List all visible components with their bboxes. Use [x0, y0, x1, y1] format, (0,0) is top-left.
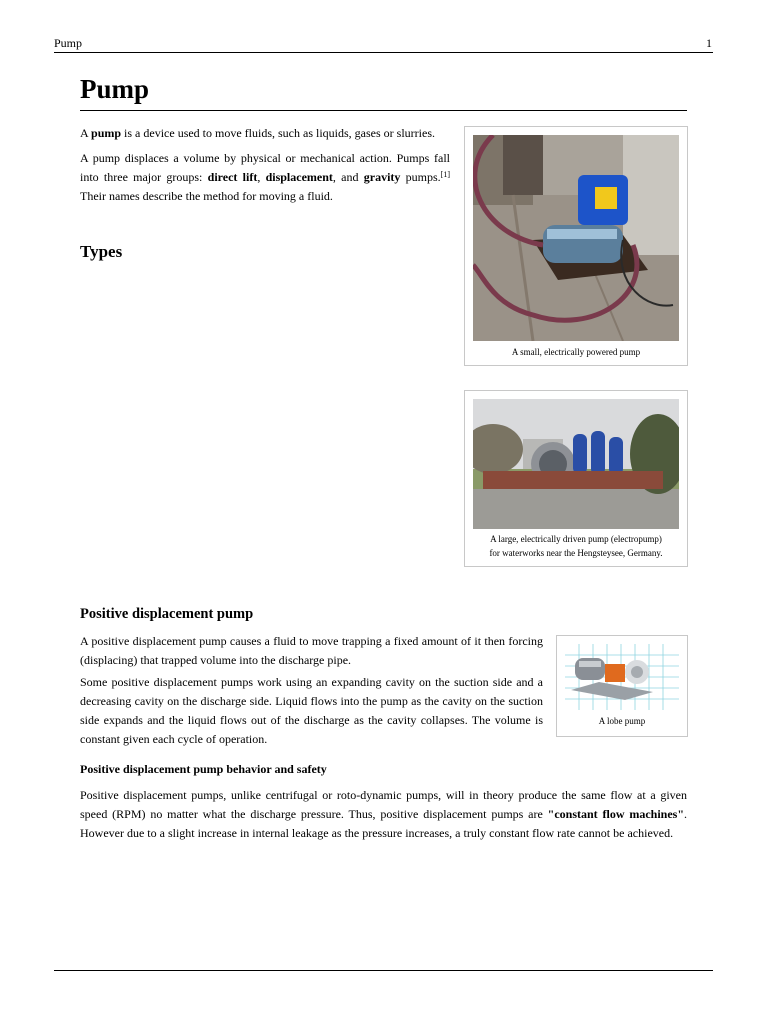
term-constant-flow-machines: "constant flow machines"	[547, 807, 685, 821]
figure-caption: A large, electrically driven pump (electropump) for waterworks near the Hengsteysee, Germany.	[489, 534, 663, 558]
lobe-pump-photo	[565, 644, 679, 710]
intro-paragraph-1: A pump is a device used to move fluids, such as liquids, gases or slurries.	[80, 126, 435, 140]
figure-lobe-pump	[556, 635, 688, 737]
pd-section	[80, 632, 543, 749]
intro-paragraph-2: A pump displaces a volume by physical or mechanical action. Pumps fall into three major groups: direct lift, displacement, and gravity pumps.[1] Their names describe the method for moving a fluid.	[80, 151, 450, 203]
running-title: Pump	[54, 36, 83, 50]
heading-types: Types	[80, 242, 123, 261]
running-header	[54, 36, 713, 53]
page-number: 1	[706, 36, 712, 50]
term-pump: pump	[91, 126, 122, 140]
figure-small-pump	[464, 126, 688, 366]
pd-paragraph-2: Some positive displacement pumps work using an expanding cavity on the suction side and a decreasing cavity on the discharge side. Liquid flows into the pump as the cavity on the suction side expands and the liquid flows out of the discharge as the cavity collapses. The volume is constant given each cycle of operation.	[80, 675, 543, 746]
figure-caption: A lobe pump	[598, 716, 646, 726]
figure-caption: A small, electrically powered pump	[511, 347, 641, 357]
behavior-section	[80, 786, 687, 843]
term-gravity: gravity	[363, 170, 401, 184]
term-displacement: displacement	[265, 170, 333, 184]
large-pump-photo	[473, 399, 679, 529]
figure-large-pump	[464, 390, 688, 567]
behavior-paragraph: Positive displacement pumps, unlike centrifugal or roto-dynamic pumps, will in theory produce the same flow at a given speed (RPM) no matter what the discharge pressure. Thus, positive displacement pumps are "constant flow machines". However due to a slight increase in internal leakage as the pressure increases, a truly constant flow rate cannot be achieved.	[80, 788, 688, 840]
intro-section	[80, 124, 450, 206]
page-title: Pump	[80, 70, 687, 111]
pd-paragraph-1: A positive displacement pump causes a fluid to move trapping a fixed amount of it then forcing (displacing) that trapped volume into the discharge pipe.	[80, 634, 543, 667]
reference-link[interactable]: [1]	[440, 170, 450, 179]
heading-positive-displacement: Positive displacement pump	[80, 606, 254, 622]
footer-rule	[54, 970, 713, 971]
small-pump-photo	[473, 135, 679, 341]
heading-behavior-safety: Positive displacement pump behavior and safety	[80, 762, 327, 776]
term-direct-lift: direct lift	[207, 170, 258, 184]
